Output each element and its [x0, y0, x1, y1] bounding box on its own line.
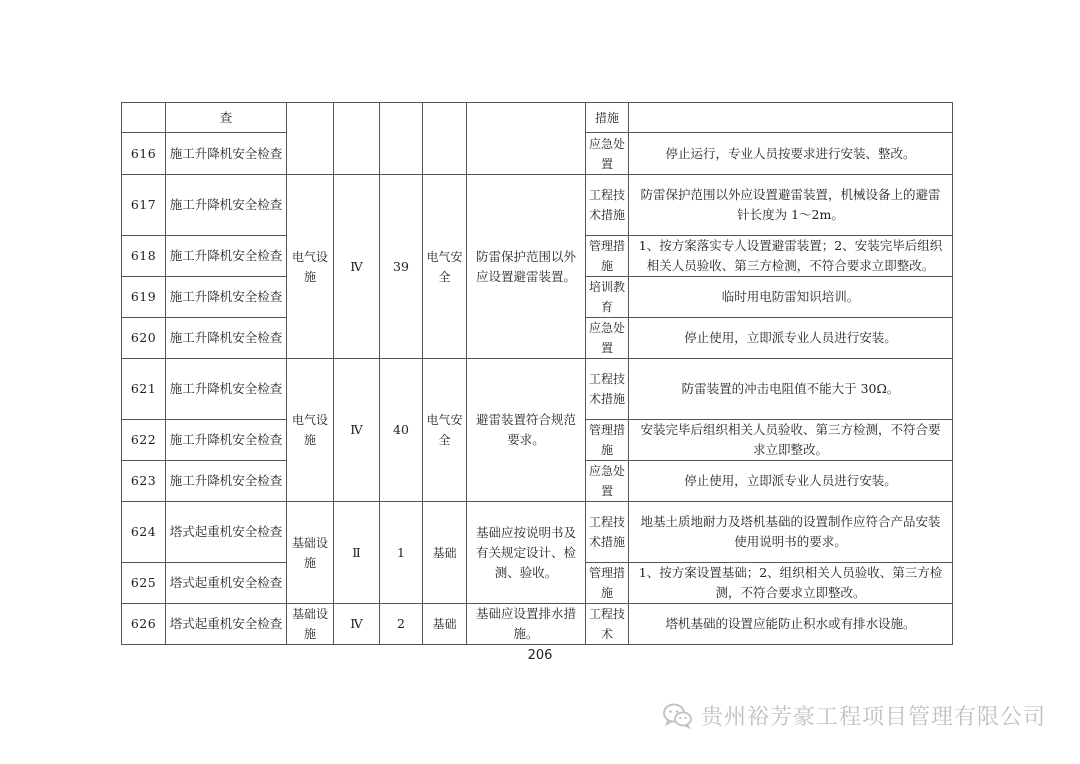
check-item: 施工升降机安全检查	[166, 359, 287, 420]
watermark-text: 贵州裕芳豪工程项目管理有限公司	[700, 705, 1046, 730]
table-row	[122, 175, 953, 236]
item-index	[380, 103, 423, 175]
row-number: 623	[122, 461, 166, 502]
control-content: 安装完毕后组织相关人员验收、第三方检测，不符合要求立即整改。	[629, 420, 953, 461]
row-number: 626	[122, 604, 166, 645]
category	[287, 103, 334, 175]
control-content: 1、按方案落实专人设置避雷装置；2、安装完毕后组织相关人员验收、第三方检测，不符合要求立即整改。	[629, 236, 953, 277]
hazard-type: 基础	[423, 604, 467, 645]
control-method: 应急处置	[586, 318, 629, 359]
row-number: 625	[122, 563, 166, 604]
control-content: 防雷保护范围以外应设置避雷装置，机械设备上的避雷针长度为 1～2m。	[629, 175, 953, 236]
hazard-type: 基础	[423, 502, 467, 604]
control-method: 管理措施	[586, 563, 629, 604]
row-number: 622	[122, 420, 166, 461]
check-item: 施工升降机安全检查	[166, 133, 287, 175]
watermark	[663, 700, 1046, 731]
check-item: 塔式起重机安全检查	[166, 502, 287, 563]
row-number: 617	[122, 175, 166, 236]
control-content: 停止使用，立即派专业人员进行安装。	[629, 318, 953, 359]
row-number	[122, 103, 166, 133]
control-method: 措施	[586, 103, 629, 133]
row-number: 621	[122, 359, 166, 420]
item-index: 39	[380, 175, 423, 359]
category: 电气设施	[287, 175, 334, 359]
category: 基础设施	[287, 502, 334, 604]
risk-level: Ⅳ	[334, 175, 380, 359]
risk-level	[334, 103, 380, 175]
control-content: 停止使用，立即派专业人员进行安装。	[629, 461, 953, 502]
control-method: 管理措施	[586, 420, 629, 461]
check-item: 施工升降机安全检查	[166, 175, 287, 236]
check-item: 施工升降机安全检查	[166, 461, 287, 502]
item-index: 1	[380, 502, 423, 604]
control-content: 停止运行，专业人员按要求进行安装、整改。	[629, 133, 953, 175]
check-item: 塔式起重机安全检查	[166, 604, 287, 645]
row-number: 618	[122, 236, 166, 277]
control-method: 应急处置	[586, 461, 629, 502]
control-method: 工程技术措施	[586, 175, 629, 236]
risk-level: Ⅳ	[334, 604, 380, 645]
row-number: 619	[122, 277, 166, 318]
row-number: 624	[122, 502, 166, 563]
check-item: 施工升降机安全检查	[166, 318, 287, 359]
hazard-type	[423, 103, 467, 175]
check-item: 施工升降机安全检查	[166, 277, 287, 318]
page-number: 206	[527, 648, 553, 663]
wechat-icon	[663, 703, 693, 729]
control-content: 临时用电防雷知识培训。	[629, 277, 953, 318]
risk-level: Ⅳ	[334, 359, 380, 502]
requirement: 避雷装置符合规范要求。	[467, 359, 586, 502]
table-row	[122, 502, 953, 563]
control-content: 1、按方案设置基础；2、组织相关人员验收、第三方检测，不符合要求立即整改。	[629, 563, 953, 604]
check-item: 施工升降机安全检查	[166, 420, 287, 461]
category: 电气设施	[287, 359, 334, 502]
control-content: 防雷装置的冲击电阻值不能大于 30Ω。	[629, 359, 953, 420]
hazard-type: 电气安全	[423, 359, 467, 502]
table-row	[122, 604, 953, 645]
control-method: 培训教育	[586, 277, 629, 318]
requirement	[467, 103, 586, 175]
control-method: 工程技术措施	[586, 359, 629, 420]
item-index: 40	[380, 359, 423, 502]
hazard-type: 电气安全	[423, 175, 467, 359]
control-content: 地基土质地耐力及塔机基础的设置制作应符合产品安装使用说明书的要求。	[629, 502, 953, 563]
safety-inspection-table	[121, 102, 953, 645]
control-method: 工程技术	[586, 604, 629, 645]
row-number: 616	[122, 133, 166, 175]
control-method: 工程技术措施	[586, 502, 629, 563]
control-content: 塔机基础的设置应能防止积水或有排水设施。	[629, 604, 953, 645]
check-item: 施工升降机安全检查	[166, 236, 287, 277]
requirement: 基础应设置排水措施。	[467, 604, 586, 645]
table-row	[122, 359, 953, 420]
item-index: 2	[380, 604, 423, 645]
table-row	[122, 103, 953, 133]
requirement: 防雷保护范围以外应设置避雷装置。	[467, 175, 586, 359]
check-item: 查	[166, 103, 287, 133]
control-method: 管理措施	[586, 236, 629, 277]
control-content	[629, 103, 953, 133]
row-number: 620	[122, 318, 166, 359]
risk-level: Ⅱ	[334, 502, 380, 604]
control-method: 应急处置	[586, 133, 629, 175]
requirement: 基础应按说明书及有关规定设计、检测、验收。	[467, 502, 586, 604]
check-item: 塔式起重机安全检查	[166, 563, 287, 604]
category: 基础设施	[287, 604, 334, 645]
